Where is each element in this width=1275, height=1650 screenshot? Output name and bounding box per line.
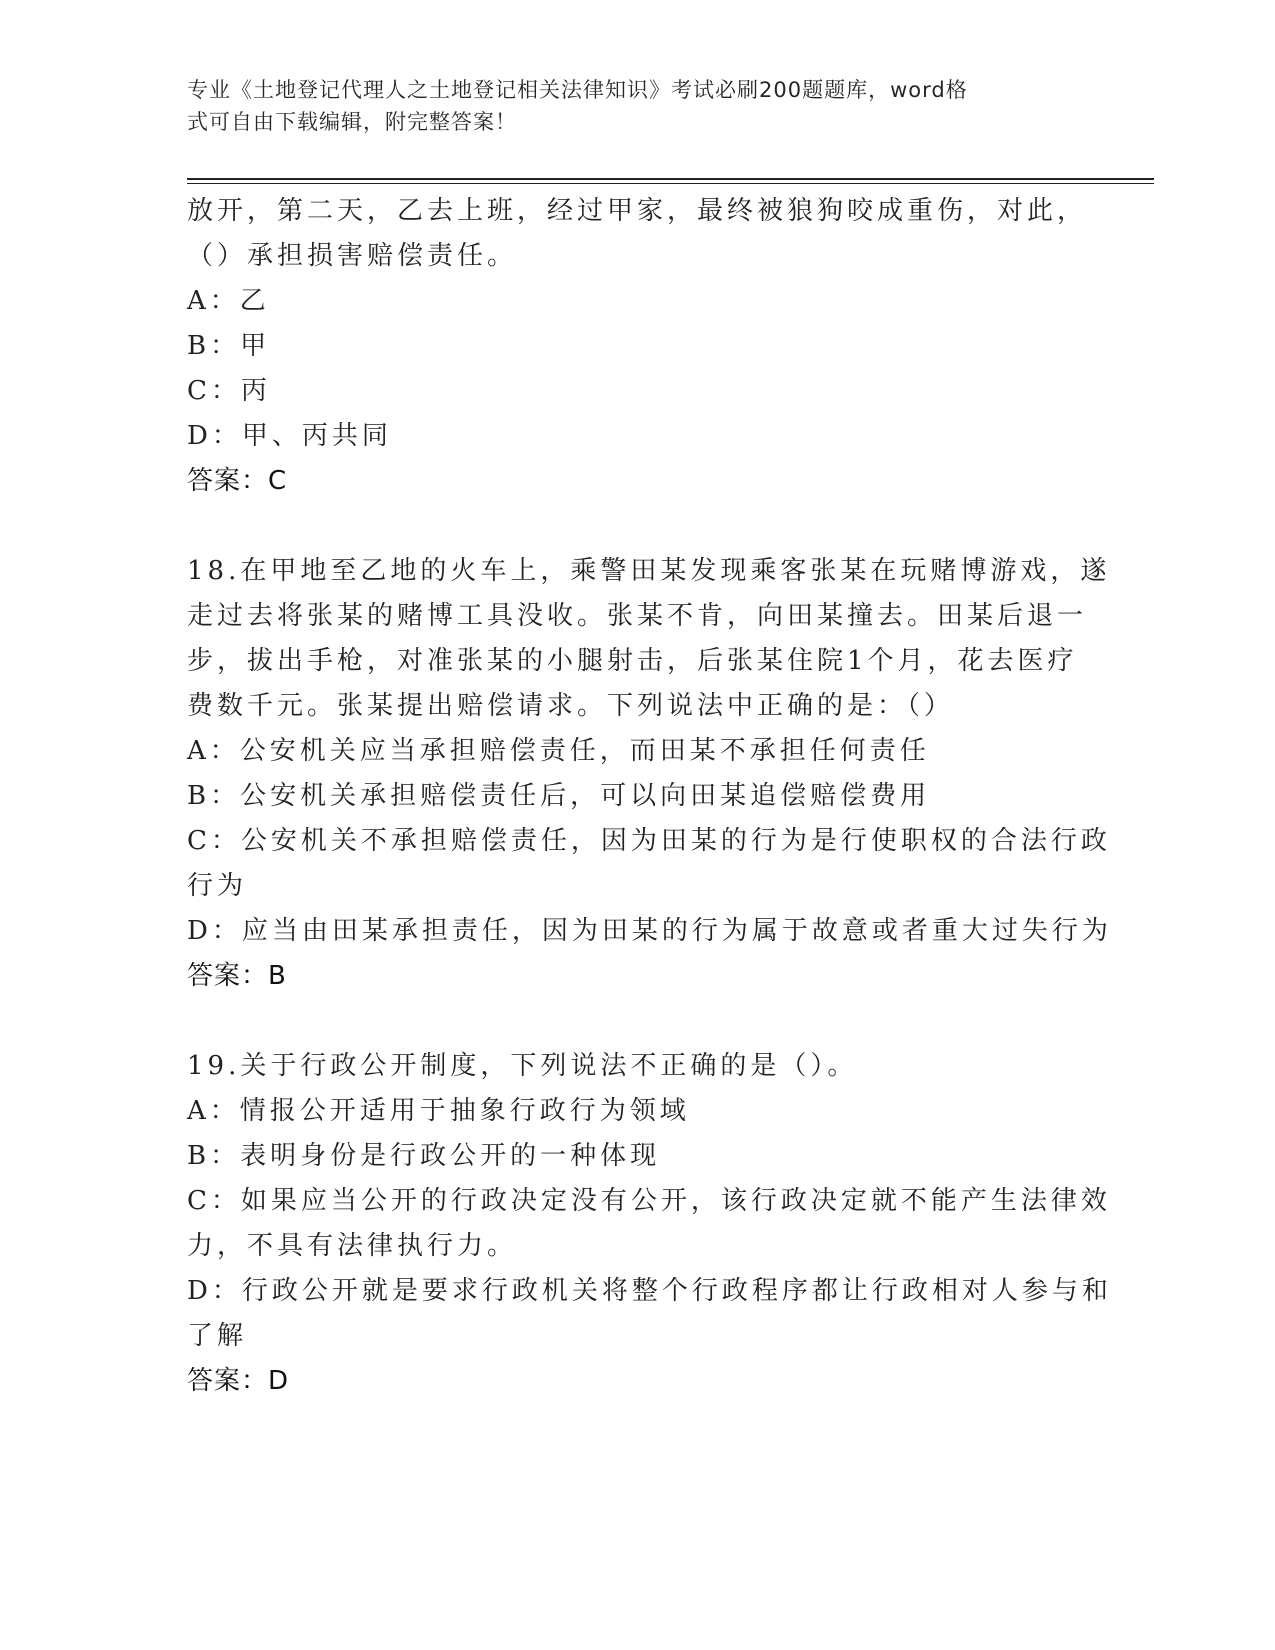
question-text: 费数千元。张某提出赔偿请求。下列说法中正确的是：（）: [187, 691, 955, 721]
option-c: C：如果应当公开的行政决定没有公开，该行政决定就不能产生法律效: [187, 1186, 1111, 1216]
question-text: 19.关于行政公开制度，下列说法不正确的是（）。: [187, 1051, 858, 1081]
header-divider-thin: [187, 183, 1154, 184]
option-d: D：行政公开就是要求行政机关将整个行政程序都让行政相对人参与和: [187, 1276, 1112, 1306]
question-text: 放开，第二天，乙去上班，经过甲家，最终被狼狗咬成重伤，对此，: [187, 196, 1088, 226]
header-divider: [187, 178, 1154, 180]
answer-label: 答案：C: [187, 466, 288, 496]
question-text: 走过去将张某的赌博工具没收。张某不肯，向田某撞去。田某后退一: [187, 601, 1088, 631]
question-19: [187, 1044, 1112, 1404]
option-a: A：乙: [187, 286, 270, 316]
option-a: A：公安机关应当承担赔偿责任，而田某不承担任何责任: [187, 736, 930, 766]
header-title-line1: 专业《土地登记代理人之土地登记相关法律知识》考试必刷200题题库，word格: [187, 78, 968, 102]
option-d: D：甲、丙共同: [187, 421, 392, 451]
question-text: 步，拔出手枪，对准张某的小腿射击，后张某住院1个月，花去医疗: [187, 646, 1078, 676]
option-c-continued: 行为: [187, 871, 248, 901]
option-b: B：甲: [187, 331, 271, 361]
document-body: [187, 189, 1112, 1404]
answer-label: 答案：B: [187, 961, 287, 991]
option-d-continued: 了解: [187, 1321, 248, 1351]
option-c: C：公安机关不承担赔偿责任，因为田某的行为是行使职权的合法行政: [187, 826, 1111, 856]
question-18: [187, 549, 1112, 999]
document-header: [187, 74, 1067, 138]
question-17: [187, 189, 1087, 504]
answer-label: 答案：D: [187, 1366, 290, 1396]
option-c-continued: 力，不具有法律执行力。: [187, 1231, 518, 1261]
option-b: B：表明身份是行政公开的一种体现: [187, 1141, 661, 1171]
question-text: （）承担损害赔偿责任。: [187, 241, 518, 271]
option-b: B：公安机关承担赔偿责任后，可以向田某追偿赔偿费用: [187, 781, 931, 811]
question-text: 18.在甲地至乙地的火车上，乘警田某发现乘客张某在玩赌博游戏，遂: [187, 556, 1111, 586]
option-a: A：情报公开适用于抽象行政行为领域: [187, 1096, 690, 1126]
option-c: C：丙: [187, 376, 271, 406]
header-title-line2: 式可自由下载编辑，附完整答案！: [187, 110, 517, 134]
option-d: D：应当由田某承担责任，因为田某的行为属于故意或者重大过失行为: [187, 916, 1112, 946]
